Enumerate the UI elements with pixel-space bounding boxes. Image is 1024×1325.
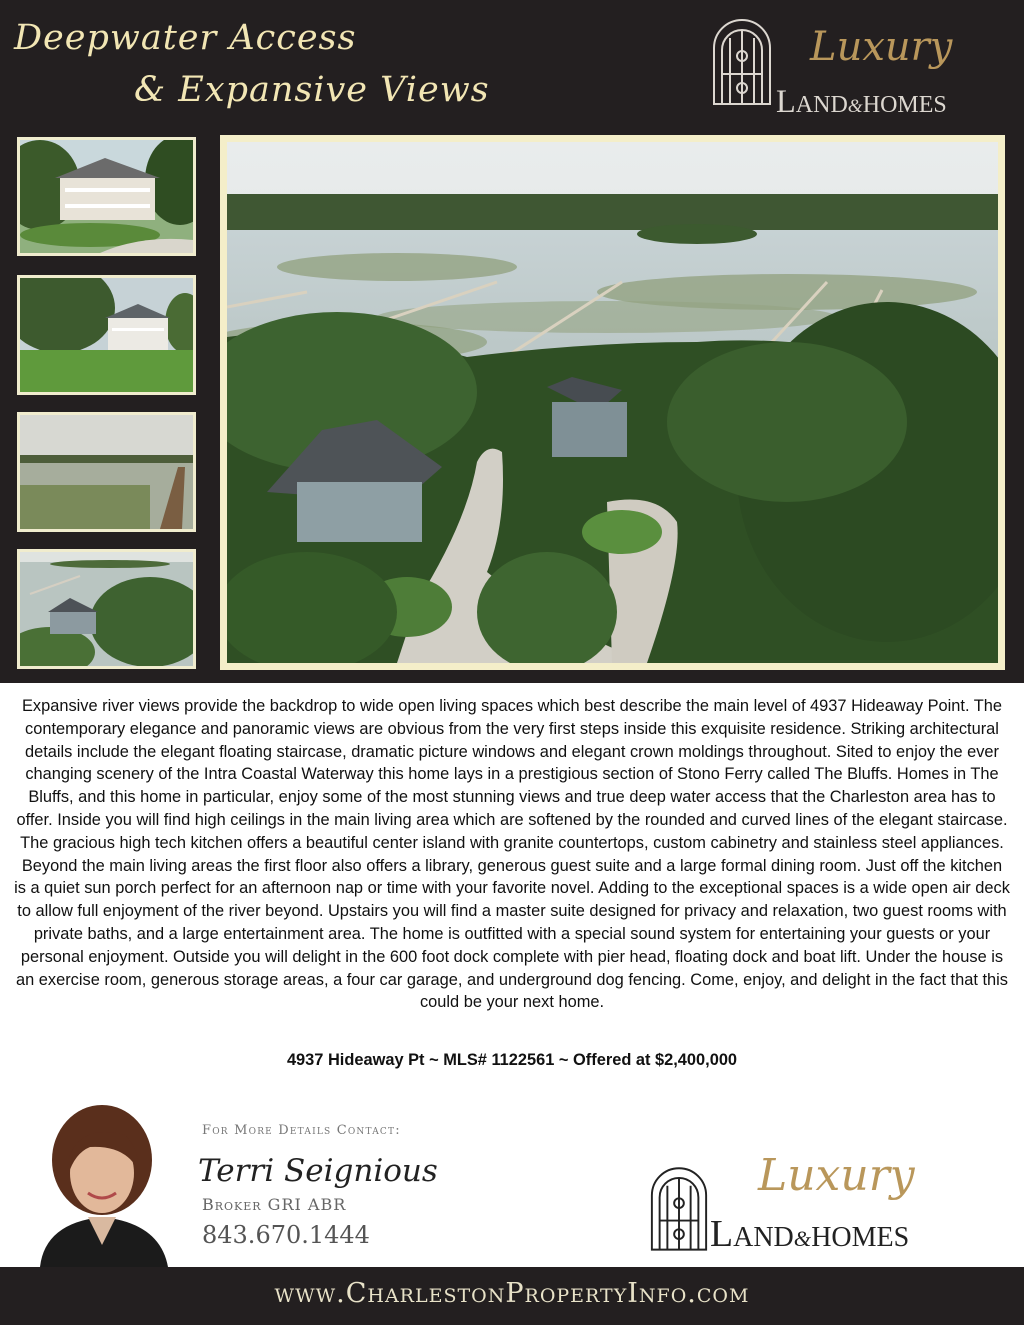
contact-heading: For More Details Contact: — [202, 1123, 401, 1138]
aerial-house-photo-icon — [20, 552, 193, 666]
thumbnail-marsh-photo[interactable] — [17, 412, 196, 532]
listing-summary: 4937 Hideaway Pt ~ MLS# 1122561 ~ Offered at $2,400,000 — [286, 1051, 738, 1069]
logo-ampersand: & — [847, 96, 863, 117]
thumbnail-lawn-photo[interactable] — [17, 275, 196, 395]
agent-name: Terri Seignious — [198, 1153, 438, 1189]
brand-logo-bottom[interactable] — [648, 1150, 1008, 1255]
logo-luxury-script: Luxury — [810, 24, 953, 70]
agent-phone[interactable]: 843.670.1444 — [202, 1221, 370, 1249]
logo-homes-text: HOMES — [862, 92, 947, 118]
aerial-waterfront-photo-icon — [227, 142, 998, 663]
agent-credentials: Broker GRI ABR — [202, 1195, 347, 1214]
agent-portrait — [30, 1105, 175, 1267]
house-lawn-photo-icon — [20, 278, 193, 392]
brand-logo-top[interactable] — [710, 14, 1000, 120]
agent-portrait-icon — [30, 1105, 175, 1267]
logo-land-homes — [710, 1212, 909, 1256]
logo-l-letter: L — [776, 84, 796, 120]
logo-ampersand: & — [793, 1226, 812, 1251]
headline-line-1: Deepwater Access — [14, 18, 357, 58]
logo-luxury-script: Luxury — [758, 1150, 915, 1201]
thumbnail-house-photo[interactable] — [17, 137, 196, 256]
property-description: Expansive river views provide the backdrop to wide open living spaces which best describe the main level of 4937 Hideaway Point. The contemporary elegance and panoramic views are obvious from the very first steps inside this exquisite residence. Striking architectural details include the elegant floating staircase, dramatic picture windows and elegant crown moldings throughout. Sited to enjoy the ever changing scenery of the Intra Coastal Waterway this home lays in a prestigious section of Stono Ferry called The Bluffs. Homes in The Bluffs, and this home in particular, enjoy some of the most stunning views and true deep water access that the Charleston area has to offer. Inside you will find high ceilings in the main living area which are softened by the rounded and curved lines of the elegant staircase. The gracious high tech kitchen offers a beautiful center island with granite countertops, custom cabinetry and stainless steel appliances. Beyond the main living areas the first floor also offers a library, generous guest suite and a large formal dining room. Just off the kitchen is a quiet sun porch perfect for an afternoon nap or time with your favorite novel. Adding to the exceptional spaces is a wide open air deck to allow full enjoyment of the river beyond. Upstairs you will find a master suite designed for privacy and relaxation, two guest rooms with private baths, and a large entertainment area. The home is outfitted with a special sound system for entertaining your guests or your personal enjoyment. Outside you will delight in the 600 foot dock complete with pier head, floating dock and boat lift. Under the house is an exercise room, generous storage areas, a four car garage, and underground dog fencing. Come, enjoy, and delight in the fact that this could be your next home. — [14, 697, 1010, 1012]
logo-land-homes — [776, 84, 947, 121]
logo-homes-text: HOMES — [811, 1222, 910, 1253]
logo-and-text: AND — [733, 1222, 794, 1253]
thumbnail-aerial-photo[interactable] — [17, 549, 196, 669]
headline-line-2: & Expansive Views — [134, 70, 490, 110]
logo-and-text: AND — [795, 92, 848, 118]
website-link[interactable]: www.CharlestonPropertyInfo.com — [274, 1278, 750, 1309]
main-aerial-photo[interactable] — [220, 135, 1005, 670]
logo-l-letter: L — [710, 1213, 734, 1255]
gate-icon — [648, 1162, 710, 1252]
gate-icon — [710, 14, 774, 106]
marsh-dock-photo-icon — [20, 415, 193, 529]
house-photo-icon — [20, 140, 193, 253]
